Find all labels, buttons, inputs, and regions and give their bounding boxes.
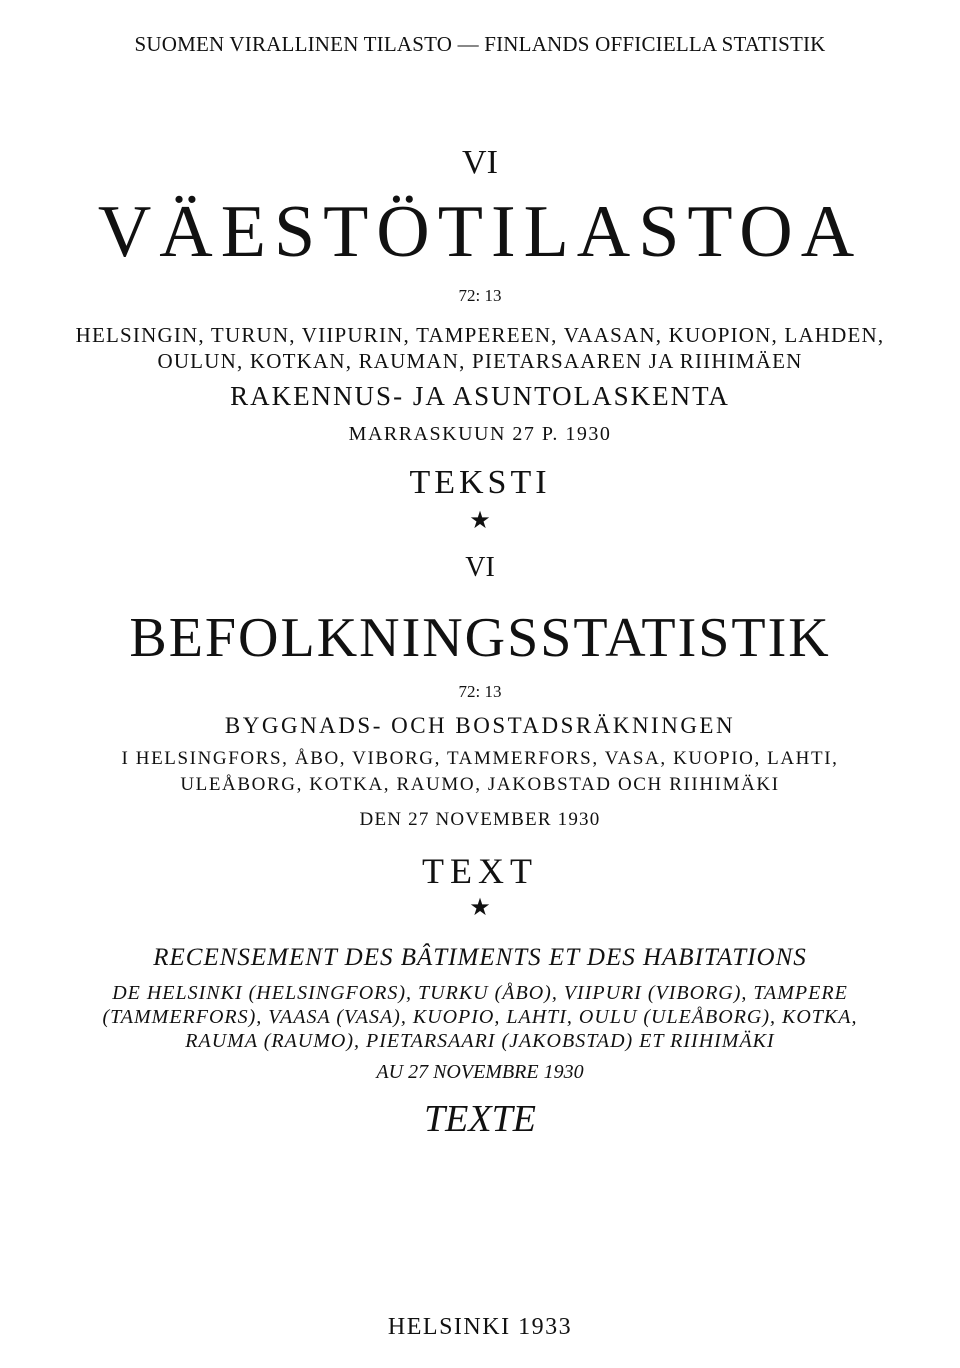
finnish-text-label: TEKSTI [409,464,551,501]
swedish-volume-number: 72: 13 [458,682,502,701]
finnish-main-title: VÄESTÖTILASTOA [97,191,863,273]
french-date: AU 27 NOVEMBRE 1930 [376,1061,584,1083]
french-subject: RECENSEMENT DES BÂTIMENTS ET DES HABITATIONS [153,944,807,971]
star-separator-icon: ★ [469,895,491,921]
swedish-cities-line-1: I HELSINGFORS, ÅBO, VIBORG, TAMMERFORS, VASA, KUOPIO, LAHTI, [121,748,839,769]
swedish-cities-line-2: ULEÅBORG, KOTKA, RAUMO, JAKOBSTAD OCH RIIHIMÄKI [180,774,780,795]
french-cities-line-3: RAUMA (RAUMO), PIETARSAARI (JAKOBSTAD) ET RIIHIMÄKI [185,1030,775,1052]
finnish-date: MARRASKUUN 27 P. 1930 [348,423,612,445]
french-cities-line-2: (TAMMERFORS), VAASA (VASA), KUOPIO, LAHTI, OULU (ULEÅBORG), KOTKA, [102,1006,858,1028]
imprint-place-year: HELSINKI 1933 [387,1314,573,1340]
swedish-subject: BYGGNADS- OCH BOSTADSRÄKNINGEN [224,713,736,738]
swedish-date: DEN 27 NOVEMBER 1930 [359,809,601,830]
star-separator-icon: ★ [469,508,491,534]
french-text-label: TEXTE [424,1098,536,1140]
series-title: SUOMEN VIRALLINEN TILASTO — FINLANDS OFFICIELLA STATISTIK [134,32,826,56]
finnish-cities-line-2: OULUN, KOTKAN, RAUMAN, PIETARSAAREN JA RIIHIMÄEN [157,349,803,373]
swedish-roman-numeral: VI [465,552,495,583]
swedish-main-title: BEFOLKNINGSSTATISTIK [129,607,831,669]
finnish-cities-line-1: HELSINGIN, TURUN, VIIPURIN, TAMPEREEN, VAASAN, KUOPION, LAHDEN, [75,323,885,347]
finnish-roman-numeral: VI [462,144,498,181]
finnish-subject: RAKENNUS- JA ASUNTOLASKENTA [230,381,730,411]
swedish-text-label: TEXT [422,851,538,891]
french-cities-line-1: DE HELSINKI (HELSINGFORS), TURKU (ÅBO), VIIPURI (VIBORG), TAMPERE [112,982,848,1004]
finnish-volume-number: 72: 13 [458,286,502,305]
